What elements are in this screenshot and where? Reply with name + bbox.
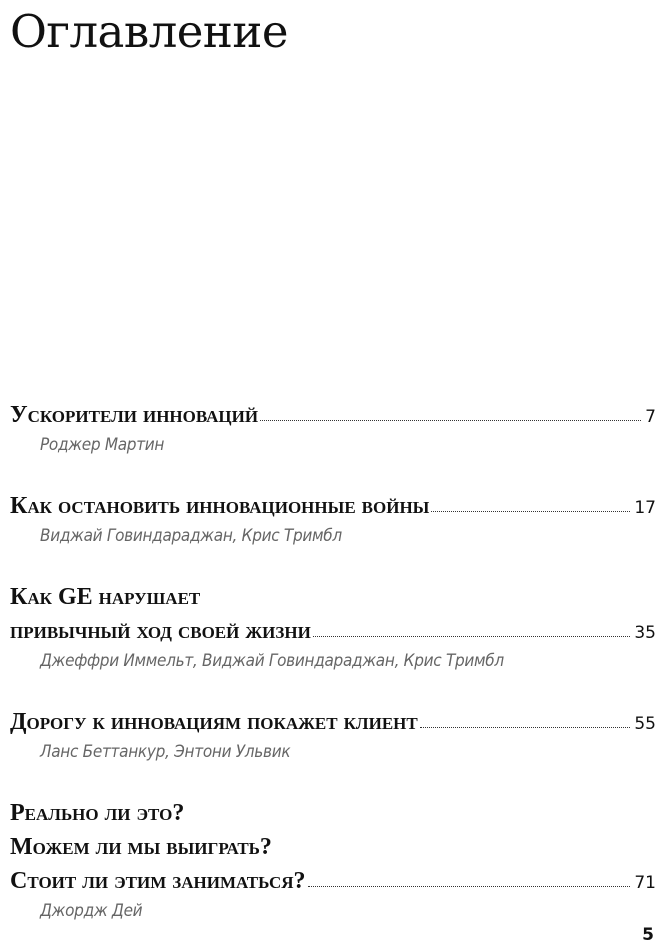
toc-entry-title-row xyxy=(10,614,656,648)
toc-entry[interactable] xyxy=(10,398,656,458)
dot-leader xyxy=(313,636,631,637)
toc-entry[interactable] xyxy=(10,705,656,765)
dot-leader xyxy=(308,886,631,887)
toc-entry-title-row xyxy=(10,398,656,432)
toc-entry-title-row xyxy=(10,864,656,898)
toc-entry-authors: Виджай Говиндараджан, Крис Тримбл xyxy=(40,526,342,546)
toc-entry-title: привычный ход своей жизни xyxy=(10,618,311,644)
toc-entry-page-number: 71 xyxy=(634,873,656,893)
toc-entry-authors: Джеффри Иммельт, Виджай Говиндараджан, Крис Тримбл xyxy=(40,651,504,671)
toc-entry-title-line: Как GE нарушает xyxy=(10,584,201,610)
toc-entry-authors: Джордж Дей xyxy=(40,901,143,921)
toc-entry-title: Дорогу к инновациям покажет клиент xyxy=(10,709,418,735)
dot-leader xyxy=(431,511,630,512)
toc-entry[interactable] xyxy=(10,796,656,924)
toc-entry-title-row xyxy=(10,705,656,739)
toc-entry-title: Стоит ли этим заниматься? xyxy=(10,868,306,894)
dot-leader xyxy=(260,420,641,421)
table-of-contents xyxy=(10,398,656,924)
toc-entry-page-number: 35 xyxy=(634,623,656,643)
toc-entry-page-number: 55 xyxy=(634,714,656,734)
toc-entry-authors: Ланс Беттанкур, Энтони Ульвик xyxy=(40,742,291,762)
page-title: Оглавление xyxy=(10,5,289,58)
toc-entry-title-row xyxy=(10,489,656,523)
toc-entry-title: Ускорители инноваций xyxy=(10,402,259,428)
toc-entry-page-number: 7 xyxy=(645,407,656,427)
toc-entry-authors: Роджер Мартин xyxy=(40,435,165,455)
toc-entry-title-line: Можем ли мы выиграть? xyxy=(10,834,272,860)
page-number-folio: 5 xyxy=(642,925,654,945)
toc-entry-title: Как остановить инновационные войны xyxy=(10,493,430,519)
toc-entry-title-line: Реально ли это? xyxy=(10,800,185,826)
toc-entry[interactable] xyxy=(10,489,656,549)
toc-entry[interactable] xyxy=(10,580,656,674)
toc-entry-page-number: 17 xyxy=(634,498,656,518)
dot-leader xyxy=(420,727,631,728)
